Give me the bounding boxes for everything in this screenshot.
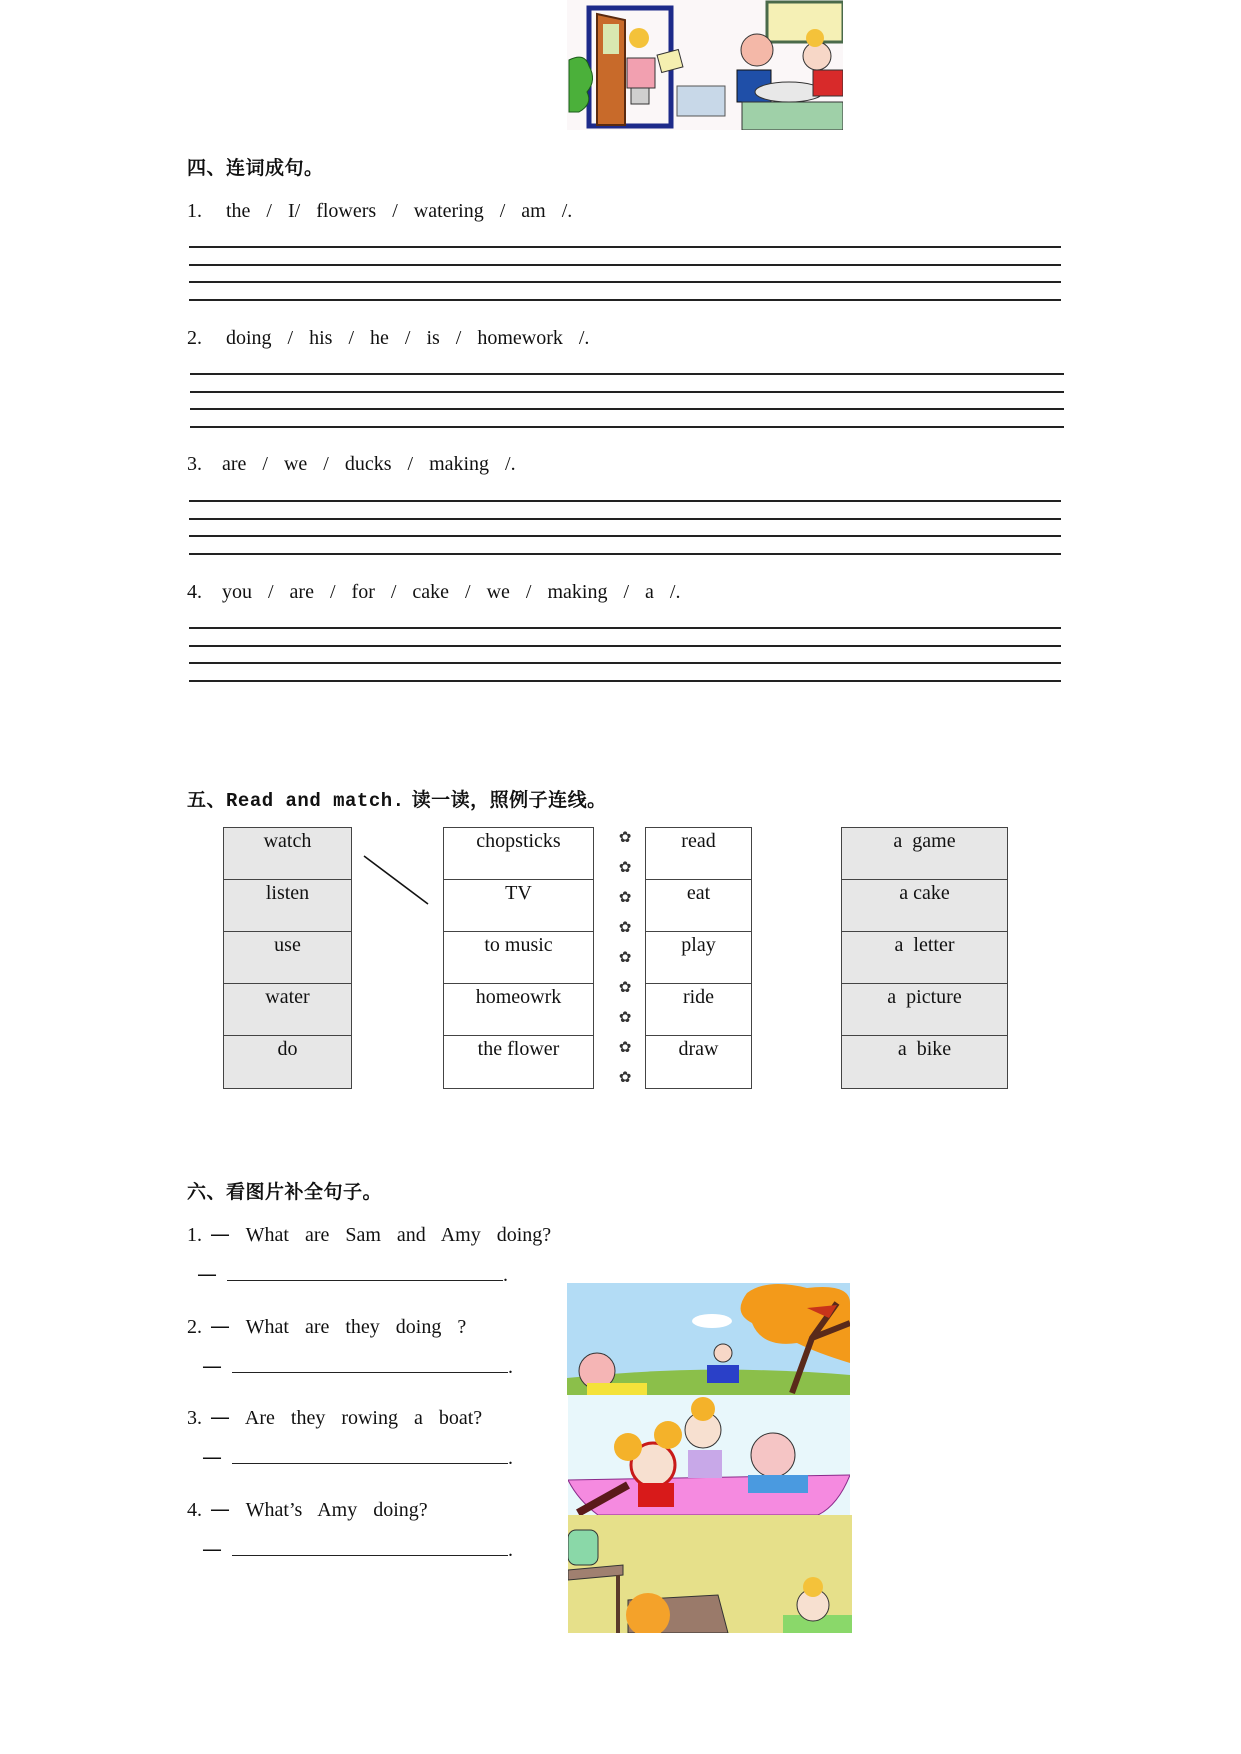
answer-line[interactable] — [189, 553, 1061, 555]
answer-line[interactable] — [189, 645, 1061, 647]
question-text: Are they rowing a boat? — [244, 1407, 483, 1429]
answer-line[interactable] — [190, 426, 1064, 428]
flower-star-icon: ✿ — [618, 888, 632, 906]
flower-star-icon: ✿ — [618, 858, 632, 876]
answer-blank[interactable] — [227, 1262, 503, 1281]
dash: — — [202, 1445, 222, 1469]
scrambled-words: doing / his / he / is / homework /. — [226, 327, 590, 349]
question-3 — [187, 452, 516, 476]
question-text: What are Sam and Amy doing? — [245, 1224, 552, 1246]
question-4 — [187, 580, 680, 604]
objects-column-4 — [841, 827, 1008, 1089]
answer-line[interactable] — [189, 281, 1061, 283]
kite-scene-drawing — [567, 1283, 850, 1395]
scrambled-words: are / we / ducks / making /. — [222, 453, 516, 475]
picture-question-1 — [187, 1222, 551, 1246]
question-number: 4. — [187, 581, 202, 603]
flower-star-icon: ✿ — [618, 828, 632, 846]
flower-star-icon: ✿ — [618, 978, 632, 996]
match-cell[interactable]: a bike — [897, 1038, 952, 1060]
match-cell[interactable]: the flower — [477, 1038, 560, 1060]
flower-star-icon: ✿ — [618, 1068, 632, 1086]
picture-question-3 — [187, 1405, 482, 1429]
match-cell[interactable]: a cake — [842, 880, 1007, 932]
match-cell[interactable]: a letter — [842, 932, 1007, 984]
section-5-prefix: 五、 — [187, 789, 227, 811]
match-cell[interactable]: homeowrk — [444, 984, 593, 1036]
flower-star-icon: ✿ — [618, 1008, 632, 1026]
dash: — — [197, 1262, 217, 1286]
answer-line[interactable] — [189, 500, 1061, 502]
answer-line[interactable] — [190, 373, 1064, 375]
answer-line[interactable] — [190, 408, 1064, 410]
question-2 — [187, 326, 589, 350]
dash: — — [210, 1497, 230, 1521]
answer-line[interactable] — [189, 627, 1061, 629]
question-number: 3. — [187, 453, 202, 475]
answer-row-1 — [197, 1262, 508, 1286]
match-cell[interactable]: draw — [678, 1038, 719, 1060]
match-cell[interactable]: play — [646, 932, 751, 984]
answer-line[interactable] — [189, 264, 1061, 266]
match-cell[interactable]: a game — [842, 828, 1007, 880]
answer-line[interactable] — [189, 299, 1061, 301]
flower-star-icon: ✿ — [618, 918, 632, 936]
match-cell[interactable]: watch — [224, 828, 351, 880]
answer-row-4 — [202, 1537, 513, 1561]
watching-tv-illustration — [568, 1515, 852, 1633]
star-divider — [613, 827, 637, 1093]
section-5-title-en: Read and match. — [226, 790, 405, 812]
period: . — [503, 1264, 508, 1286]
answer-line[interactable] — [189, 535, 1061, 537]
section-5-title — [187, 788, 607, 813]
match-cell[interactable]: to music — [444, 932, 593, 984]
match-cell[interactable]: do — [277, 1038, 298, 1060]
objects-column-2 — [443, 827, 594, 1089]
match-cell[interactable]: use — [224, 932, 351, 984]
dash: — — [202, 1537, 222, 1561]
match-cell[interactable]: chopsticks — [444, 828, 593, 880]
match-cell[interactable]: water — [224, 984, 351, 1036]
match-cell[interactable]: eat — [646, 880, 751, 932]
scrambled-words: the / I/ flowers / watering / am /. — [226, 200, 573, 222]
match-cell[interactable]: listen — [224, 880, 351, 932]
question-number: 1. — [187, 1224, 202, 1246]
dash: — — [202, 1354, 222, 1378]
answer-line[interactable] — [189, 246, 1061, 248]
example-match-line — [360, 850, 435, 910]
question-number: 4. — [187, 1499, 202, 1521]
picture-question-4 — [187, 1497, 428, 1521]
answer-line[interactable] — [190, 391, 1064, 393]
answer-blank[interactable] — [232, 1537, 508, 1556]
answer-blank[interactable] — [232, 1445, 508, 1464]
kitchen-scene-illustration — [567, 0, 843, 130]
section-5-title-cn: 读一读，照例子连线。 — [404, 789, 607, 811]
match-cell[interactable]: read — [646, 828, 751, 880]
answer-row-2 — [202, 1354, 513, 1378]
flower-star-icon: ✿ — [618, 1038, 632, 1056]
kite-flying-illustration — [567, 1283, 850, 1395]
period: . — [508, 1356, 513, 1378]
rowing-boat-illustration — [568, 1395, 850, 1515]
dash: — — [210, 1405, 230, 1429]
dash: — — [210, 1222, 230, 1246]
question-number: 2. — [187, 1316, 202, 1338]
flower-star-icon: ✿ — [618, 948, 632, 966]
verbs-column-1 — [223, 827, 352, 1089]
scrambled-words: you / are / for / cake / we / making / a /. — [222, 581, 681, 603]
question-number: 3. — [187, 1407, 202, 1429]
answer-line[interactable] — [189, 680, 1061, 682]
question-text: What are they doing ? — [245, 1316, 467, 1338]
answer-blank[interactable] — [232, 1354, 508, 1373]
match-cell[interactable]: ride — [646, 984, 751, 1036]
tv-scene-drawing — [568, 1515, 852, 1633]
match-cell[interactable]: TV — [444, 880, 593, 932]
question-number: 2. — [187, 327, 202, 349]
answer-line[interactable] — [189, 518, 1061, 520]
section-6-title: 六、看图片补全句子。 — [187, 1181, 383, 1203]
answer-line[interactable] — [189, 662, 1061, 664]
verbs-column-3 — [645, 827, 752, 1089]
match-cell[interactable]: a picture — [842, 984, 1007, 1036]
boat-scene-drawing — [568, 1395, 850, 1515]
picture-question-2 — [187, 1314, 466, 1338]
section-4-title: 四、连词成句。 — [187, 157, 324, 179]
question-1 — [187, 199, 572, 223]
period: . — [508, 1539, 513, 1561]
kitchen-scene-drawing — [567, 0, 843, 130]
dash: — — [210, 1314, 230, 1338]
period: . — [508, 1447, 513, 1469]
question-text: What’s Amy doing? — [245, 1499, 428, 1521]
answer-row-3 — [202, 1445, 513, 1469]
question-number: 1. — [187, 200, 202, 222]
